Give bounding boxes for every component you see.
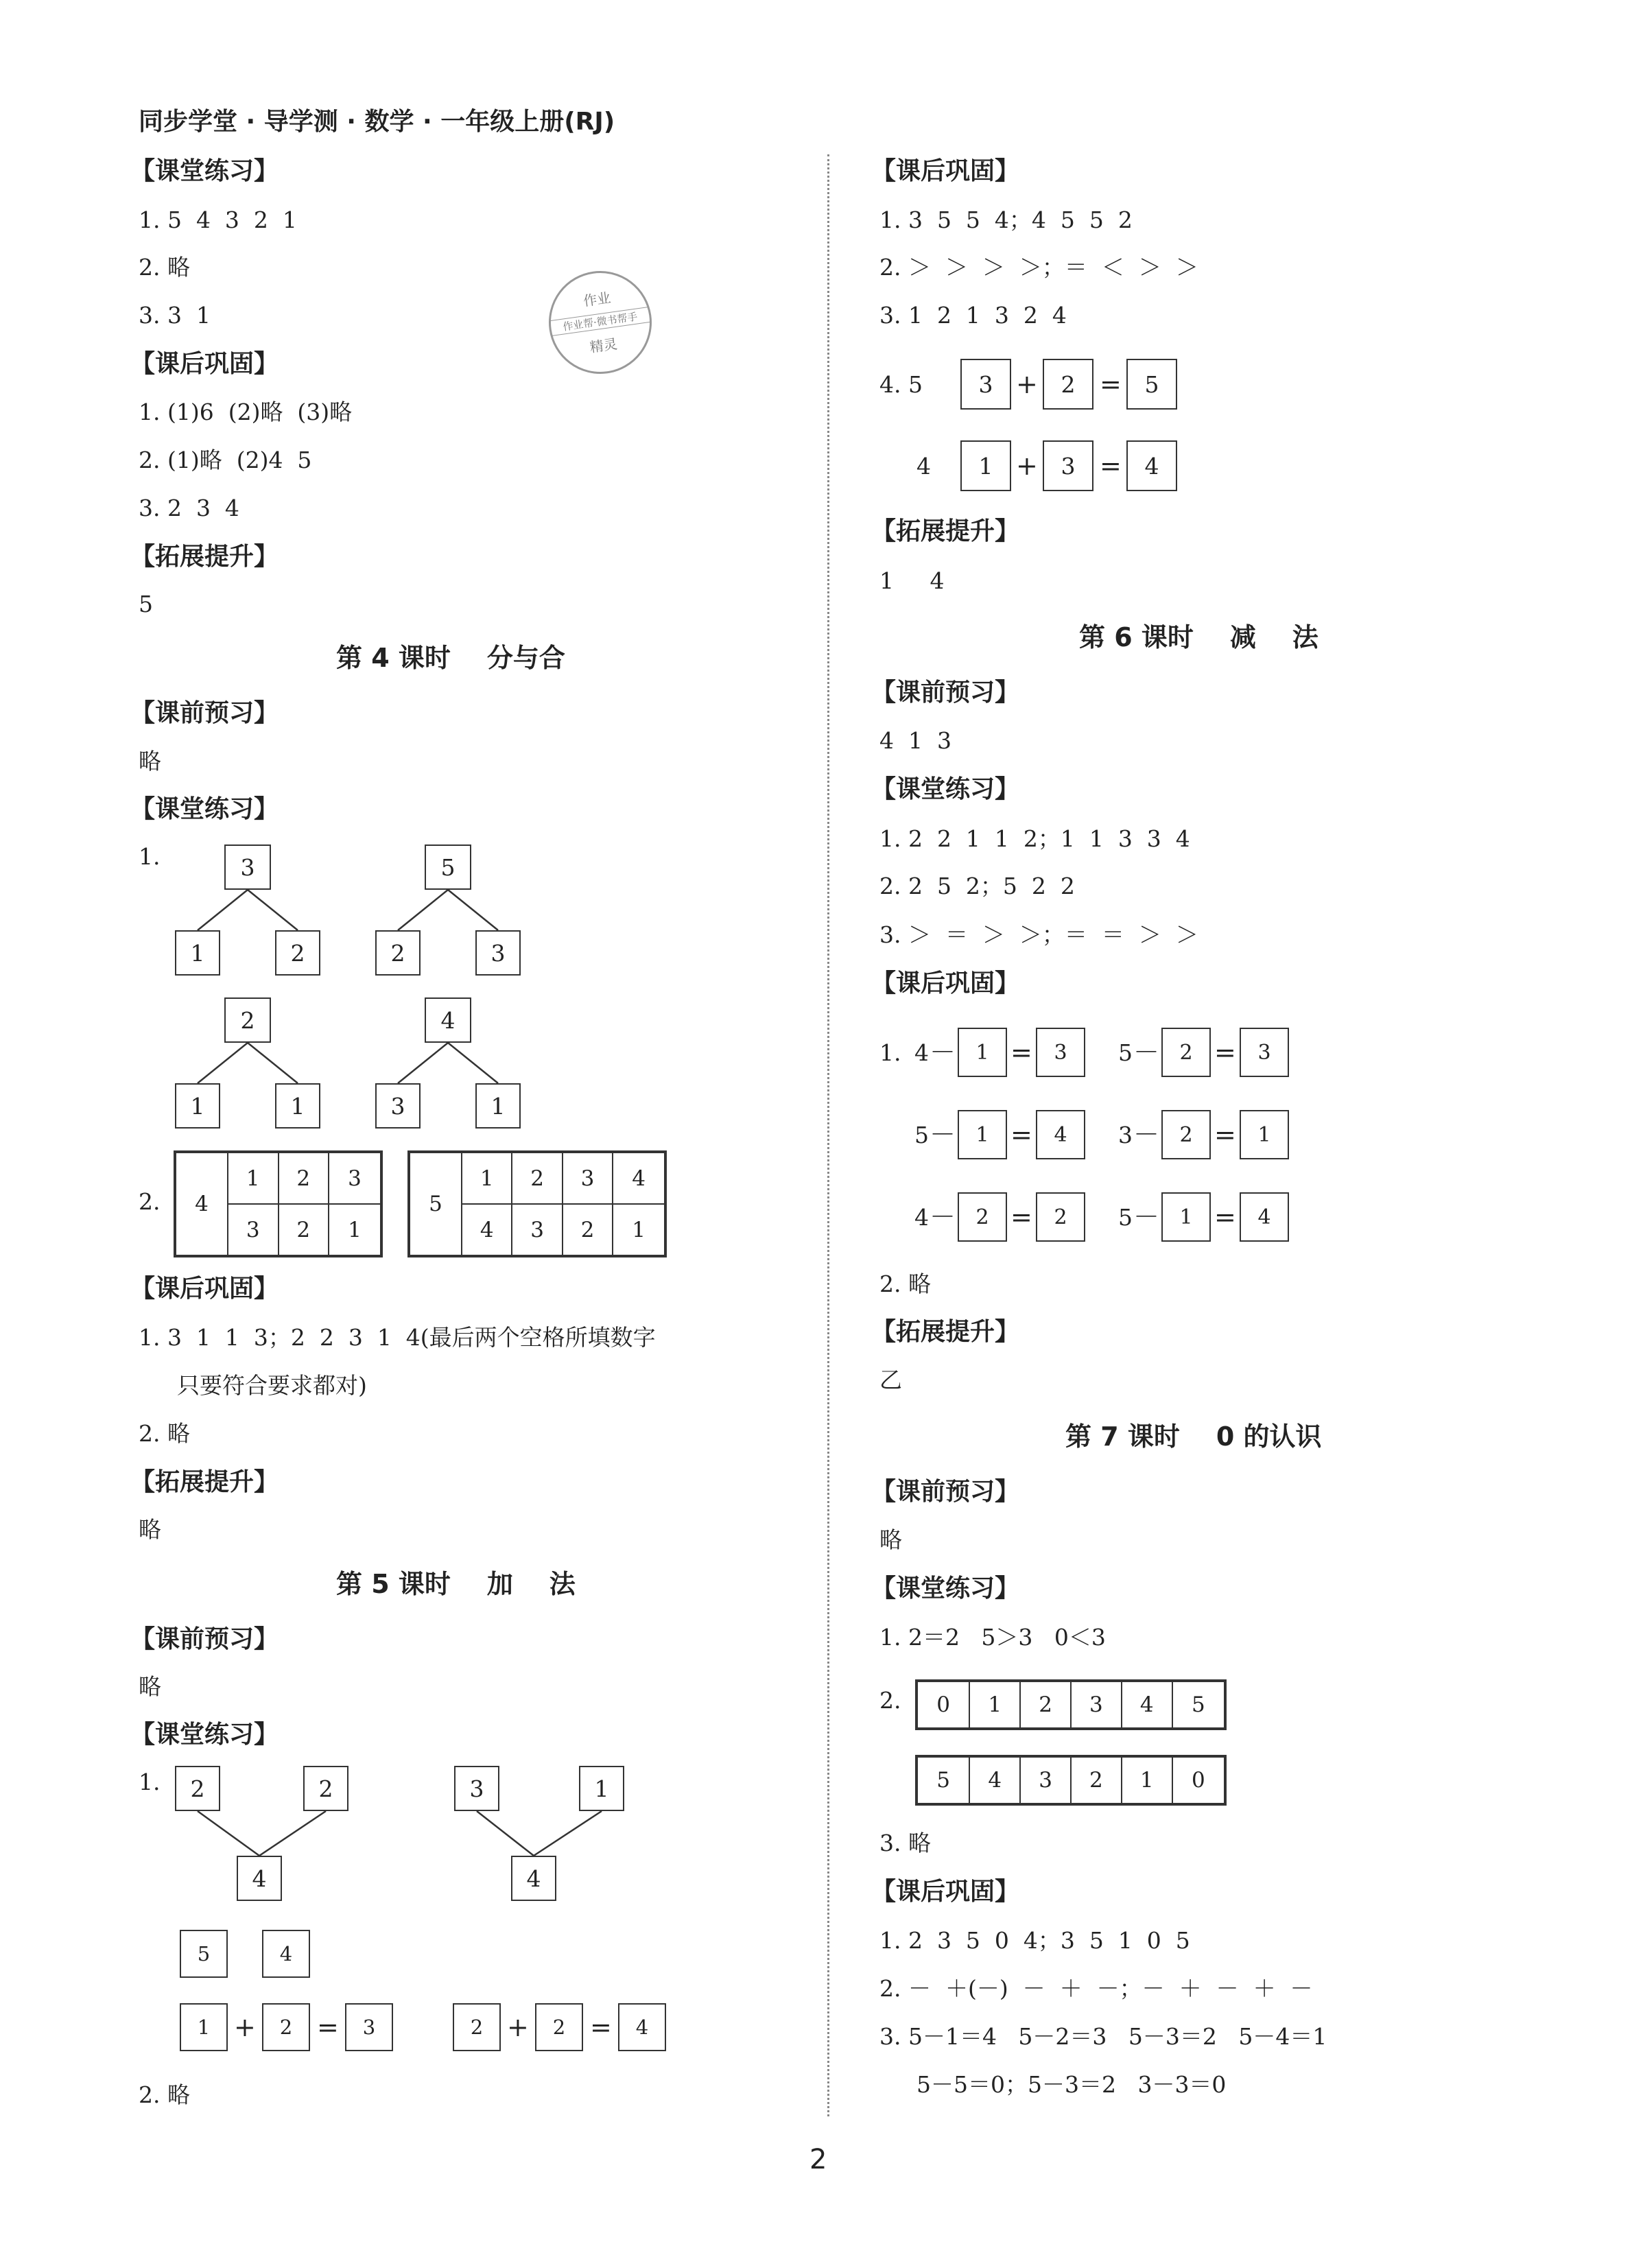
equals-sign: = [1214,1202,1236,1232]
merge-top-box: 2 [303,1766,348,1811]
plus-sign: + [234,2012,256,2042]
sum-box: 4 [618,2003,666,2051]
section-heading: 【拓展提升】 [130,543,279,571]
answer-line: 2. ＞ ＞ ＞ ＞；＝ ＜ ＞ ＞ [879,254,1198,281]
question-number: 1. [139,843,161,870]
answer-line: 1. (1)6 (2)略 (3)略 [139,399,353,425]
minuend: 4 [914,1039,929,1066]
number-sequence-descending: 5 4 3 2 1 0 [915,1755,1227,1806]
addend-box: 3 [960,359,1011,410]
answer-line: 2. 略 [879,1271,931,1297]
section-heading: 【课后巩固】 [871,969,1020,997]
subtrahend-box: 2 [958,1192,1007,1242]
answer-line: 5 [139,591,153,617]
minuend: 5 [1118,1039,1133,1066]
minus-sign: － [1133,1037,1160,1067]
section-heading: 【课堂练习】 [871,775,1020,803]
section-heading: 【课堂练习】 [871,1574,1020,1603]
section-heading: 【课堂练习】 [130,1721,279,1749]
answer-line: 5－5＝0；5－3＝2 3－3＝0 [916,2071,1227,2098]
minus-sign: － [1133,1120,1160,1150]
sum-box: 4 [1126,440,1177,491]
tree-leaf-box: 1 [275,1083,320,1129]
subtrahend-box: 2 [1161,1110,1211,1159]
answer-line: 1. 2 3 5 0 4；3 5 1 0 5 [879,1927,1190,1954]
answer-line: 2. 2 5 2；5 2 2 [879,873,1075,899]
answer-line: 3. 2 3 4 [139,495,239,521]
section-heading: 【课堂练习】 [130,795,279,823]
answer-line: 1. 2＝2 5＞3 0＜3 [879,1624,1106,1651]
minuend: 3 [1118,1122,1133,1148]
tree-top-box: 5 [425,844,471,890]
merge-result-box: 4 [237,1856,282,1901]
question-number: 1. [139,1769,161,1795]
equals-sign: = [1100,369,1122,399]
answer-line: 2. － ＋(－) － ＋ －；－ ＋ － ＋ － [879,1975,1313,2002]
answer-line: 4. 5 [879,371,923,398]
answer-line: 4 [916,453,931,480]
answer-line: 2. 略 [139,2081,190,2108]
subtrahend-box: 2 [1161,1028,1211,1077]
lesson-title: 第 7 课时 0 的认识 [1065,1421,1322,1452]
section-heading: 【拓展提升】 [871,1318,1020,1346]
sum-box: 3 [345,2003,393,2051]
minus-sign: － [930,1037,956,1067]
answer-line: 1. 2 2 1 1 2；1 1 3 3 4 [879,825,1190,852]
answer-line: 乙 [879,1367,902,1393]
difference-box: 3 [1240,1028,1289,1077]
answer-line: 略 [139,1516,161,1543]
question-number: 2. [879,1687,901,1714]
minus-sign: － [1133,1202,1160,1232]
answer-box: 5 [180,1930,228,1978]
addend-box: 2 [453,2003,501,2051]
minuend: 5 [1118,1204,1133,1231]
question-number: 2. [139,1188,161,1215]
answer-box: 4 [262,1930,310,1978]
plus-sign: + [507,2012,529,2042]
difference-box: 2 [1036,1192,1085,1242]
tree-leaf-box: 1 [175,1083,220,1129]
equals-sign: = [1214,1037,1236,1067]
page-header: 同步学堂 · 导学测 · 数学 · 一年级上册(RJ) [139,108,615,136]
answer-line: 1. 3 5 5 4；4 5 5 2 [879,206,1133,233]
subtrahend-box: 1 [1161,1192,1211,1242]
answer-line: 略 [139,748,161,775]
tree-leaf-box: 2 [375,930,421,976]
plus-sign: + [1016,451,1038,481]
answer-line: 3. 1 2 1 3 2 4 [879,302,1067,329]
merge-result-box: 4 [511,1856,556,1901]
answer-line: 4 1 3 [879,727,951,754]
section-heading: 【课后巩固】 [130,350,279,378]
tree-leaf-box: 3 [475,930,521,976]
tree-leaf-box: 1 [175,930,220,976]
number-sequence-ascending: 0 1 2 3 4 5 [915,1679,1227,1730]
lesson-title: 第 5 课时 加 法 [336,1569,576,1599]
merge-top-box: 3 [454,1766,499,1811]
equals-sign: = [1010,1120,1032,1150]
section-heading: 【课前预习】 [871,678,1020,707]
answer-line: 2. (1)略 (2)4 5 [139,447,312,473]
answer-line: 2. 略 [139,1420,190,1447]
minus-sign: － [930,1120,956,1150]
sum-box: 5 [1126,359,1177,410]
addend-box: 2 [262,2003,310,2051]
tree-top-box: 3 [224,844,271,890]
page-number: 2 [809,2144,827,2175]
difference-box: 4 [1240,1192,1289,1242]
merge-top-box: 2 [175,1766,220,1811]
section-heading: 【课前预习】 [130,699,279,727]
lesson-title: 第 6 课时 减 法 [1079,622,1318,652]
answer-line: 略 [139,1673,161,1700]
subtrahend-box: 1 [958,1110,1007,1159]
addend-box: 1 [960,440,1011,491]
equals-sign: = [1214,1120,1236,1150]
section-heading: 【课堂练习】 [130,157,279,185]
equals-sign: = [317,2012,339,2042]
section-heading: 【课后巩固】 [871,157,1020,185]
tree-leaf-box: 3 [375,1083,421,1129]
answer-line: 只要符合要求都对) [177,1372,367,1399]
split-table-4: 4 1 2 3 3 2 1 [174,1150,383,1257]
addend-box: 1 [180,2003,228,2051]
difference-box: 3 [1036,1028,1085,1077]
subtrahend-box: 1 [958,1028,1007,1077]
equals-sign: = [1010,1037,1032,1067]
section-heading: 【课前预习】 [871,1478,1020,1506]
tree-leaf-box: 2 [275,930,320,976]
answer-line: 3. 5－1＝4 5－2＝3 5－3＝2 5－4＝1 [879,2023,1327,2050]
equals-sign: = [1100,451,1122,481]
minus-sign: － [930,1202,956,1232]
answer-line: 3. 略 [879,1830,931,1856]
answer-line: 3. 3 1 [139,302,211,329]
equals-sign: = [1010,1202,1032,1232]
question-number: 1. [879,1039,901,1066]
addend-box: 2 [1043,359,1093,410]
tree-top-box: 2 [224,997,271,1043]
lesson-title: 第 4 课时 分与合 [336,643,565,673]
answer-line: 1 4 [879,567,945,594]
minuend: 5 [914,1122,929,1148]
split-table-5: 5 1 2 3 4 4 3 2 1 [407,1150,667,1257]
answer-line: 1. 3 1 1 3；2 2 3 1 4(最后两个空格所填数字 [139,1324,656,1351]
minuend: 4 [914,1204,929,1231]
tree-top-box: 4 [425,997,471,1043]
equals-sign: = [590,2012,612,2042]
section-heading: 【课前预习】 [130,1625,279,1653]
homework-stamp: 作业 作业帮·微书帮手 精灵 [542,264,658,380]
answer-line: 1. 5 4 3 2 1 [139,206,297,233]
addend-box: 3 [1043,440,1093,491]
difference-box: 4 [1036,1110,1085,1159]
section-heading: 【课后巩固】 [871,1878,1020,1906]
tree-leaf-box: 1 [475,1083,521,1129]
section-heading: 【课后巩固】 [130,1275,279,1303]
answer-line: 略 [879,1526,902,1553]
difference-box: 1 [1240,1110,1289,1159]
plus-sign: + [1016,369,1038,399]
section-heading: 【拓展提升】 [871,517,1020,545]
section-heading: 【拓展提升】 [130,1468,279,1496]
addend-box: 2 [535,2003,583,2051]
merge-top-box: 1 [579,1766,624,1811]
answer-line: 3. ＞ ＝ ＞ ＞；＝ ＝ ＞ ＞ [879,921,1198,948]
answer-line: 2. 略 [139,254,190,281]
